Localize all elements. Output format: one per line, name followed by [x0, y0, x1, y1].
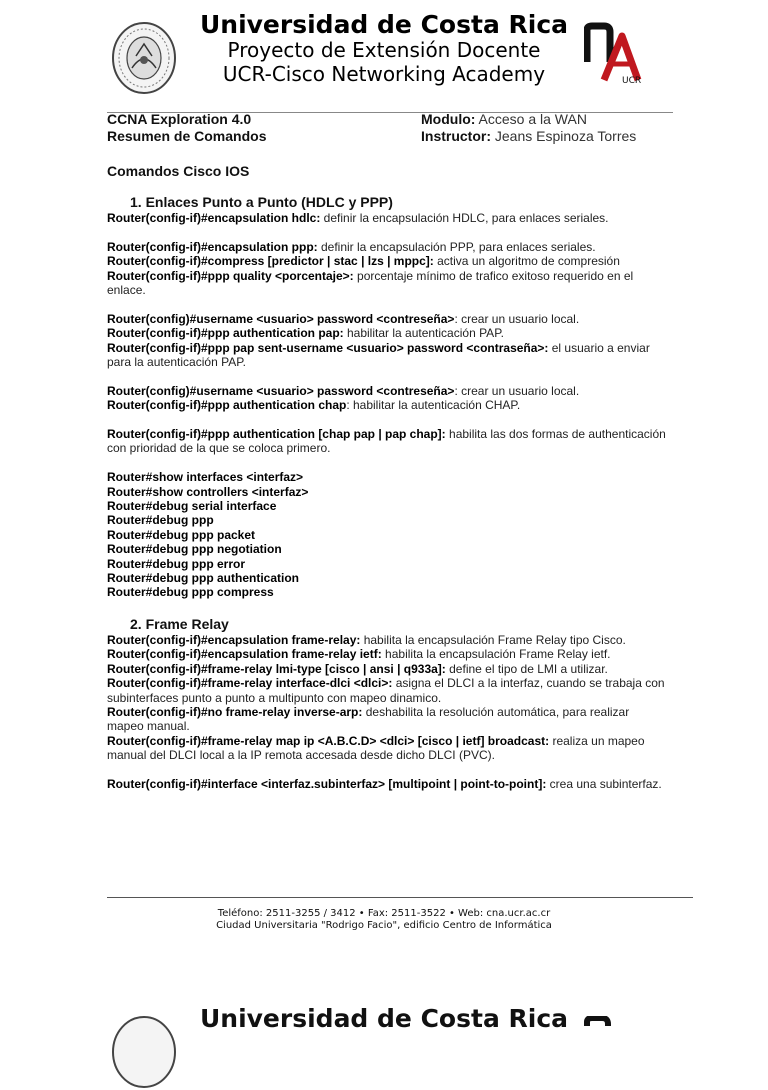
module-value: Acceso a la WAN	[478, 111, 587, 127]
command-entry: Router(config-if)#encapsulation hdlc: definir la encapsulación HDLC, para enlaces seriales.	[107, 211, 609, 225]
command-line: Router#show interfaces <interfaz>	[107, 470, 304, 485]
command-entry: Router(config-if)#ppp pap sent-username <usuario> password <contraseña>: el usuario a enviar para la autenticación PAP.	[107, 340, 650, 370]
command-entry: Router(config-if)#frame-relay interface-dlci <dlci>: asigna el DLCI a la interfaz, cuando se trabaja con subinterfaces punto a punto a multipunto con mapeo dinamico.	[107, 676, 665, 705]
academy-logo-icon	[584, 22, 646, 84]
footer-divider	[107, 897, 693, 898]
command-line: Router#debug ppp negotiation	[107, 542, 282, 557]
module-info	[421, 111, 636, 145]
section-1-body	[107, 211, 667, 600]
command-line: Router#debug serial interface	[107, 499, 277, 514]
command-entry: Router(config-if)#ppp quality <porcentaje>: porcentaje mínimo de trafico exitoso requerido en el enlace.	[107, 268, 634, 298]
instructor-label: Instructor:	[421, 128, 491, 144]
command-line: Router#debug ppp packet	[107, 527, 256, 542]
command-entry: Router(config)#username <usuario> password <contreseña>: crear un usuario local.	[107, 383, 580, 398]
module-label: Modulo:	[421, 111, 476, 127]
logo-caption: UCR	[622, 76, 642, 84]
command-entry: Router(config-if)#compress [predictor | stac | lzs | mppc]: activa un algoritmo de compresión	[107, 254, 620, 269]
footer-contact: Teléfono: 2511-3255 / 3412 • Fax: 2511-3522 • Web: cna.ucr.ac.cr	[217, 908, 551, 919]
section-1-title: 1. Enlaces Punto a Punto (HDLC y PPP)	[130, 194, 393, 210]
next-page-university-name: Universidad de Costa Rica	[199, 1004, 569, 1033]
command-entry: Router(config-if)#ppp authentication pap: habilitar la autenticación PAP.	[107, 326, 504, 341]
command-entry: Router(config-if)#ppp authentication [chap pap | pap chap]: habilita las dos formas de authenticación con prioridad de la que se coloca primero.	[107, 427, 666, 456]
command-line: Router#debug ppp error	[107, 556, 246, 571]
command-entry: Router(config)#username <usuario> password <contreseña>: crear un usuario local.	[107, 311, 580, 326]
command-entry: Router(config-if)#encapsulation frame-relay ietf: habilita la encapsulación Frame Relay ietf.	[107, 647, 611, 662]
next-page-logo-icon	[584, 1016, 624, 1026]
show-debug-commands	[107, 470, 667, 600]
university-name: Universidad de Costa Rica	[199, 10, 569, 39]
section-2-title: 2. Frame Relay	[130, 616, 229, 632]
command-entry: Router(config-if)#ppp authentication chap: habilitar la autenticación CHAP.	[107, 398, 521, 413]
command-entry: Router(config-if)#encapsulation ppp: definir la encapsulación PPP, para enlaces seriales.	[107, 239, 596, 254]
course-name: CCNA Exploration 4.0	[107, 111, 252, 127]
command-entry: Router(config-if)#no frame-relay inverse-arp: deshabilita la resolución automática, para realizar mapeo manual.	[107, 705, 630, 734]
command-line: Router#debug ppp compress	[107, 585, 274, 600]
footer-address: Ciudad Universitaria "Rodrigo Facio", edificio Centro de Informática	[216, 920, 552, 931]
academy-name: UCR-Cisco Networking Academy	[222, 62, 546, 86]
command-entry: Router(config-if)#interface <interfaz.subinterfaz> [multipoint | point-to-point]: crea una subinterfaz.	[107, 777, 662, 792]
document-type: Resumen de Comandos	[107, 128, 267, 144]
section-heading: Comandos Cisco IOS	[107, 163, 250, 179]
command-entry: Router(config-if)#frame-relay map ip <A.B.C.D> <dlci> [cisco | ietf] broadcast: realiza un mapeo manual del DLCI local a la IP remota accesada desde dicho DLCI (PVC).	[107, 733, 645, 763]
command-line: Router#debug ppp authentication	[107, 571, 299, 586]
command-line: Router#show controllers <interfaz>	[107, 484, 309, 499]
project-name: Proyecto de Extensión Docente	[227, 38, 541, 62]
command-entry: Router(config-if)#encapsulation frame-relay: habilita la encapsulación Frame Relay tipo Cisco.	[107, 633, 626, 647]
course-info	[107, 111, 266, 145]
command-line: Router#debug ppp	[107, 513, 214, 528]
command-entry: Router(config-if)#frame-relay lmi-type [cisco | ansi | q933a]: define el tipo de LMI a utilizar.	[107, 661, 608, 676]
section-2-body	[107, 633, 667, 791]
instructor-value: Jeans Espinoza Torres	[494, 128, 637, 144]
